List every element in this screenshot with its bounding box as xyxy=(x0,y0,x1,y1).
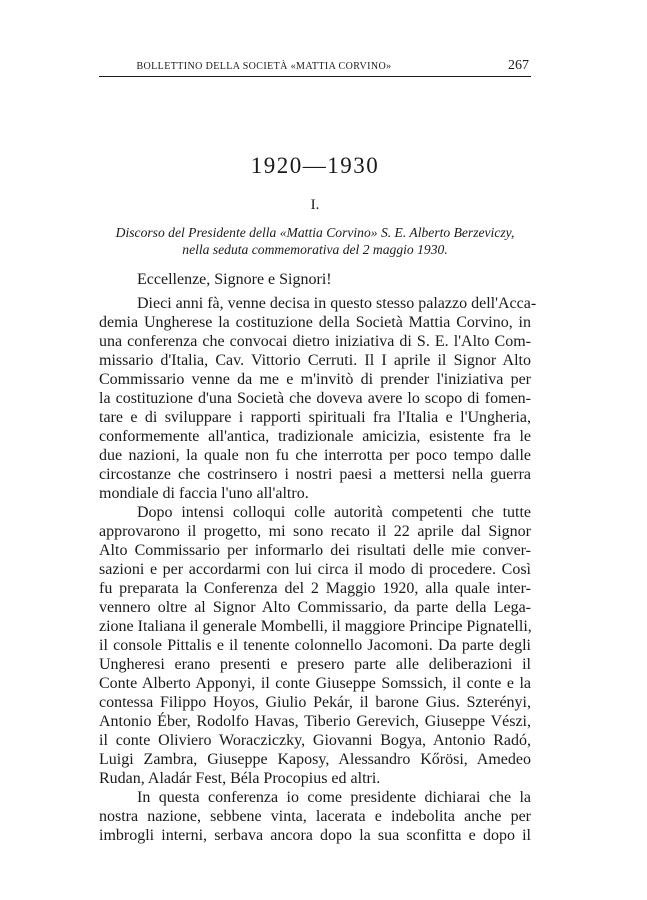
section-numeral: I. xyxy=(310,197,320,213)
text-line: approvarono il progetto, mi sono recato il 22 aprile dal Signor xyxy=(99,523,531,540)
subtitle-line-1: Discorso del Presidente della «Mattia Corvino» S. E. Alberto Berzeviczy, xyxy=(115,225,515,240)
running-title: BOLLETTINO DELLA SOCIETÀ «MATTIA CORVINO» xyxy=(136,61,392,72)
text-line: fu preparata la Conferenza del 2 Maggio 1920, alla quale inter- xyxy=(99,580,531,597)
text-line: Luigi Zambra, Giuseppe Kaposy, Alessandro Kőrösi, Amedeo xyxy=(99,751,531,768)
running-header xyxy=(99,58,531,78)
text-line: Commissario venne da me e m'invitò di prender l'iniziativa per xyxy=(99,371,531,388)
text-line: imbrogli interni, serbava ancora dopo la sua sconfitta e dopo il xyxy=(99,827,531,844)
text-line: Rudan, Aladár Fest, Béla Procopius ed altri. xyxy=(99,770,381,787)
text-line: due nazioni, la quale non fu che interrotta per poco tempo dalle xyxy=(99,447,531,464)
subtitle-line-2: nella seduta commemorativa del 2 maggio 1930. xyxy=(182,242,448,257)
text-line: In questa conferenza io come presidente dichiarai che la xyxy=(137,789,531,806)
text-line: missario d'Italia, Cav. Vittorio Cerruti. Il I aprile il Signor Alto xyxy=(99,352,531,369)
text-line: circostanze che costrinsero i nostri paesi a mettersi nella guerra xyxy=(99,466,531,483)
text-line: Antonio Éber, Rodolfo Havas, Tiberio Gerevich, Giuseppe Vészi, xyxy=(99,713,531,730)
text-line: sazioni e per accordarmi con lui circa il modo di procedere. Così xyxy=(99,561,531,578)
text-line: Conte Alberto Apponyi, il conte Giuseppe Somssich, il conte e la xyxy=(99,675,531,692)
text-line: la costituzione d'una Società che doveva avere lo scopo di fomen- xyxy=(99,390,531,407)
page-number: 267 xyxy=(508,58,529,73)
text-line: una conferenza che convocai dietro iniziativa di S. E. l'Alto Com- xyxy=(99,333,531,350)
text-line: il console Pittalis e il tenente colonnello Jacomoni. Da parte degli xyxy=(99,637,531,654)
text-line: zione Italiana il generale Mombelli, il maggiore Principe Pignatelli, xyxy=(99,618,532,635)
article-year-title: 1920—1930 xyxy=(250,153,380,178)
text-line: contessa Filippo Hoyos, Giulio Pekár, il barone Gius. Szterényi, xyxy=(99,694,531,711)
text-line: Ungheresi erano presenti e presero parte alle deliberazioni il xyxy=(99,656,531,673)
text-line: Alto Commissario per informarlo dei risultati delle mie conver- xyxy=(99,542,531,559)
text-line: Dopo intensi colloqui colle autorità competenti che tutte xyxy=(137,504,531,521)
text-line: tare e di sviluppare i rapporti spirituali fra l'Italia e l'Ungheria, xyxy=(99,409,531,426)
text-line: vennero oltre al Signor Alto Commissario, da parte della Lega- xyxy=(99,599,531,616)
salutation-line: Eccellenze, Signore e Signori! xyxy=(137,271,332,288)
text-line: nostra nazione, sebbene vinta, lacerata e indebolita anche per xyxy=(99,808,531,825)
text-line: Dieci anni fà, venne decisa in questo stesso palazzo dell'Acca- xyxy=(137,295,537,312)
text-line: il conte Oliviero Woracziczky, Giovanni Bogya, Antonio Radó, xyxy=(99,732,531,749)
text-line: mondiale di faccia l'uno all'altro. xyxy=(99,485,309,502)
text-line: conformemente all'antica, tradizionale amicizia, esistente fra le xyxy=(99,428,531,445)
header-rule xyxy=(99,76,531,77)
text-line: demia Ungherese la costituzione della Società Mattia Corvino, in xyxy=(99,314,531,331)
